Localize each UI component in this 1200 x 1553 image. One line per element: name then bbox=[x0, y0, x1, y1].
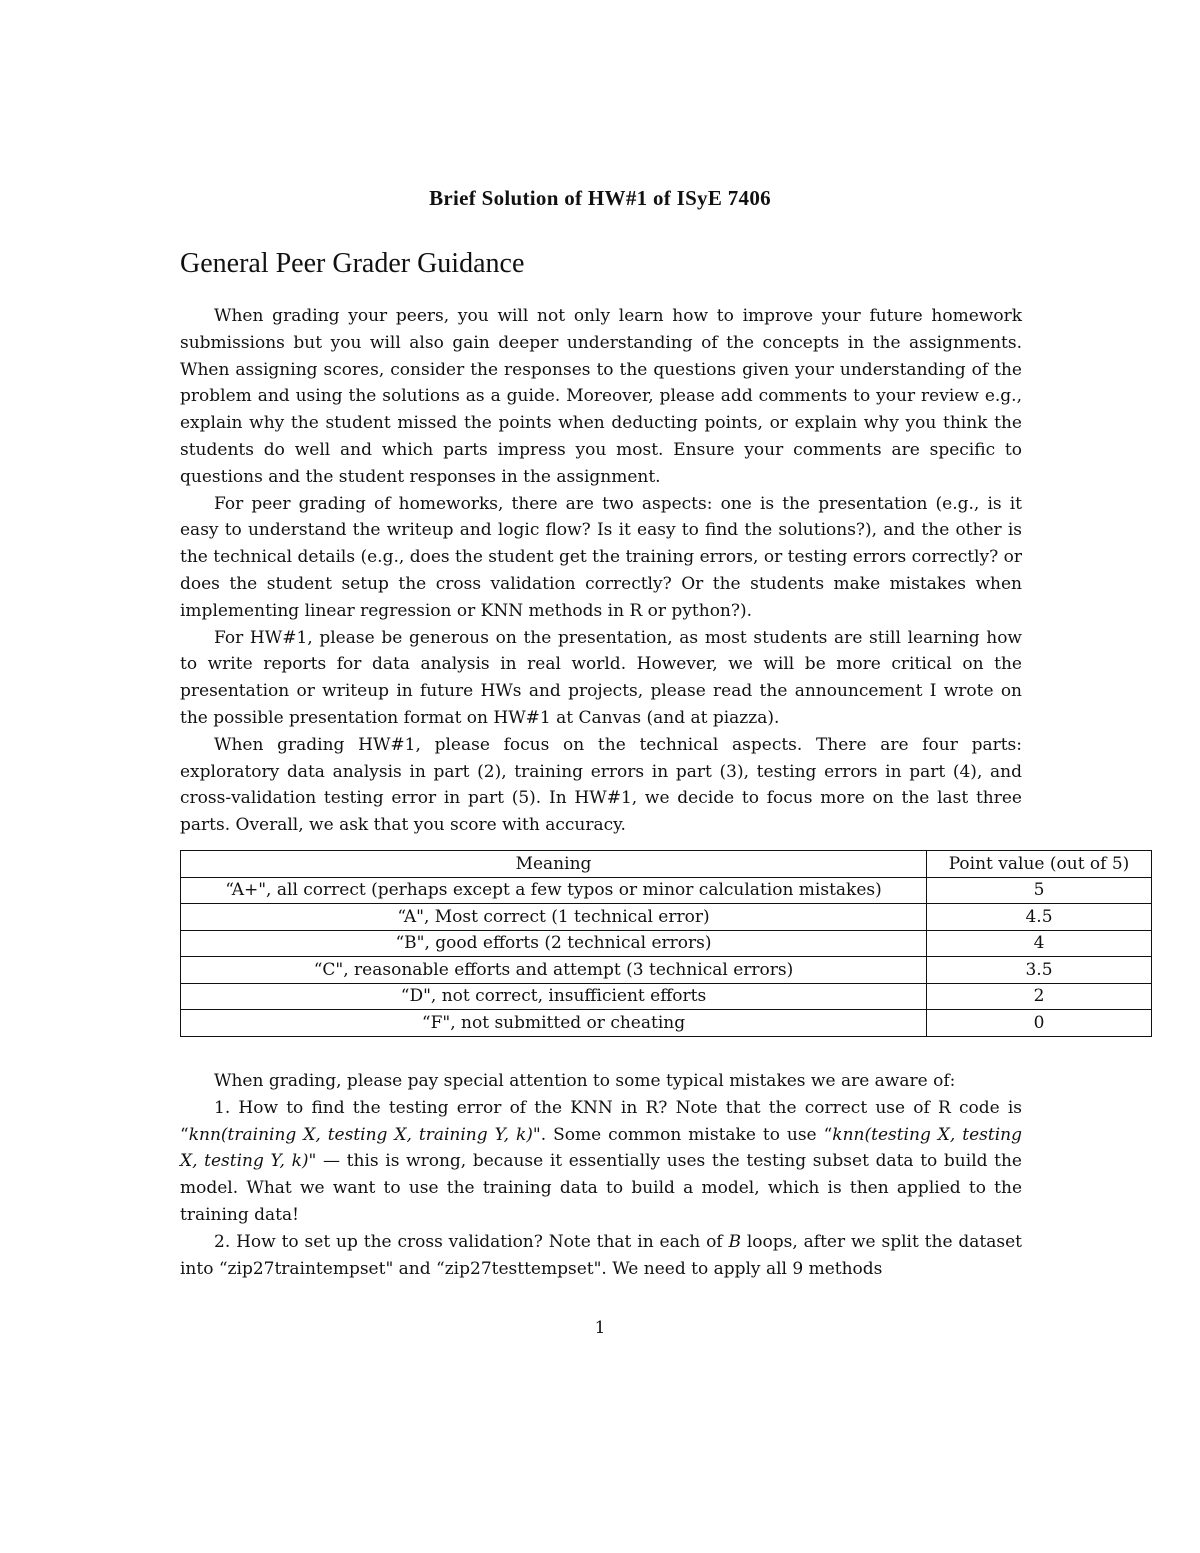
grade-meaning: “C", reasonable efforts and attempt (3 technical errors) bbox=[181, 957, 927, 984]
document-title: Brief Solution of HW#1 of ISyE 7406 bbox=[429, 186, 771, 210]
grade-meaning: “A+", all correct (perhaps except a few typos or minor calculation mistakes) bbox=[181, 877, 927, 904]
grade-meaning: “A", Most correct (1 technical error) bbox=[181, 904, 927, 931]
table-row bbox=[181, 877, 1152, 904]
variable-b: B bbox=[728, 1231, 741, 1252]
grade-meaning: “D", not correct, insufficient efforts bbox=[181, 983, 927, 1010]
table-row bbox=[181, 1010, 1152, 1037]
paragraph: When grading your peers, you will not only learn how to improve your future homework submissions but you will also gain deeper understanding of the concepts in the assignments. When assigning scores, consider the responses to the questions given your understanding of the problem and using the solutions as a guide. Moreover, please add comments to your review e.g., explain why the student missed the points when deducting points, or explain why you think the students do well and which parts impress you most. Ensure your comments are specific to questions and the student responses in the assignment. bbox=[180, 306, 1022, 487]
section-heading: General Peer Grader Guidance bbox=[180, 248, 525, 279]
grade-meaning: “F", not submitted or cheating bbox=[181, 1010, 927, 1037]
paragraph: For HW#1, please be generous on the presentation, as most students are still learning how to write reports for data analysis in real world. However, we will be more critical on the presentation or writeup in future HWs and projects, please read the announcement I wrote on the possible presentation format on HW#1 at Canvas (and at piazza). bbox=[180, 627, 1022, 728]
mistake-item-2 bbox=[180, 1229, 1022, 1283]
grade-points: 5 bbox=[927, 877, 1152, 904]
code-correct: knn(training X, testing X, training Y, k) bbox=[188, 1124, 533, 1145]
text-span: loops, after we split the dataset into “zip27traintempset" and “zip27testtempset". We need to apply all 9 methods bbox=[180, 1231, 1022, 1279]
mistake-item-1 bbox=[180, 1095, 1022, 1229]
text-span: 1. How to find the testing error of the KNN in R? Note that the correct use of R code is “ bbox=[180, 1097, 1022, 1145]
grade-points: 3.5 bbox=[927, 957, 1152, 984]
text-span: " — this is wrong, because it essentially uses the testing subset data to build the model. What we want to use the training data to build a model, which is then applied to the training data! bbox=[180, 1151, 1022, 1225]
table-row bbox=[181, 930, 1152, 957]
grading-table bbox=[180, 850, 1152, 1037]
table-header-row bbox=[181, 851, 1152, 878]
header-meaning: Meaning bbox=[181, 851, 927, 878]
grade-points: 0 bbox=[927, 1010, 1152, 1037]
table-row bbox=[181, 904, 1152, 931]
paragraph: For peer grading of homeworks, there are two aspects: one is the presentation (e.g., is it easy to understand the writeup and logic flow? Is it easy to find the solutions?), and the other is the technical details (e.g., does the student get the training errors, or testing errors correctly? or does the student setup the cross validation correctly? Or the students make mistakes when implementing linear regression or KNN methods in R or python?). bbox=[180, 493, 1022, 621]
grade-points: 4.5 bbox=[927, 904, 1152, 931]
header-point-value: Point value (out of 5) bbox=[927, 851, 1152, 878]
paragraph: When grading, please pay special attention to some typical mistakes we are aware of: bbox=[214, 1071, 956, 1091]
code-wrong: knn(testing X, testing X, testing Y, k) bbox=[180, 1124, 1022, 1172]
page-number: 1 bbox=[594, 1318, 606, 1338]
text-span: 2. How to set up the cross validation? Note that in each of bbox=[214, 1231, 729, 1252]
text-span: ". Some common mistake to use “ bbox=[532, 1124, 833, 1145]
mistakes-text bbox=[180, 1068, 1022, 1282]
table-row bbox=[181, 957, 1152, 984]
grade-points: 2 bbox=[927, 983, 1152, 1010]
grade-points: 4 bbox=[927, 930, 1152, 957]
grade-meaning: “B", good efforts (2 technical errors) bbox=[181, 930, 927, 957]
intro-text bbox=[180, 303, 1022, 839]
paragraph: When grading HW#1, please focus on the technical aspects. There are four parts: exploratory data analysis in part (2), training errors in part (3), testing errors in part (4), and cross-validation testing error in part (5). In HW#1, we decide to focus more on the last three parts. Overall, we ask that you score with accuracy. bbox=[180, 734, 1022, 836]
table-row bbox=[181, 983, 1152, 1010]
